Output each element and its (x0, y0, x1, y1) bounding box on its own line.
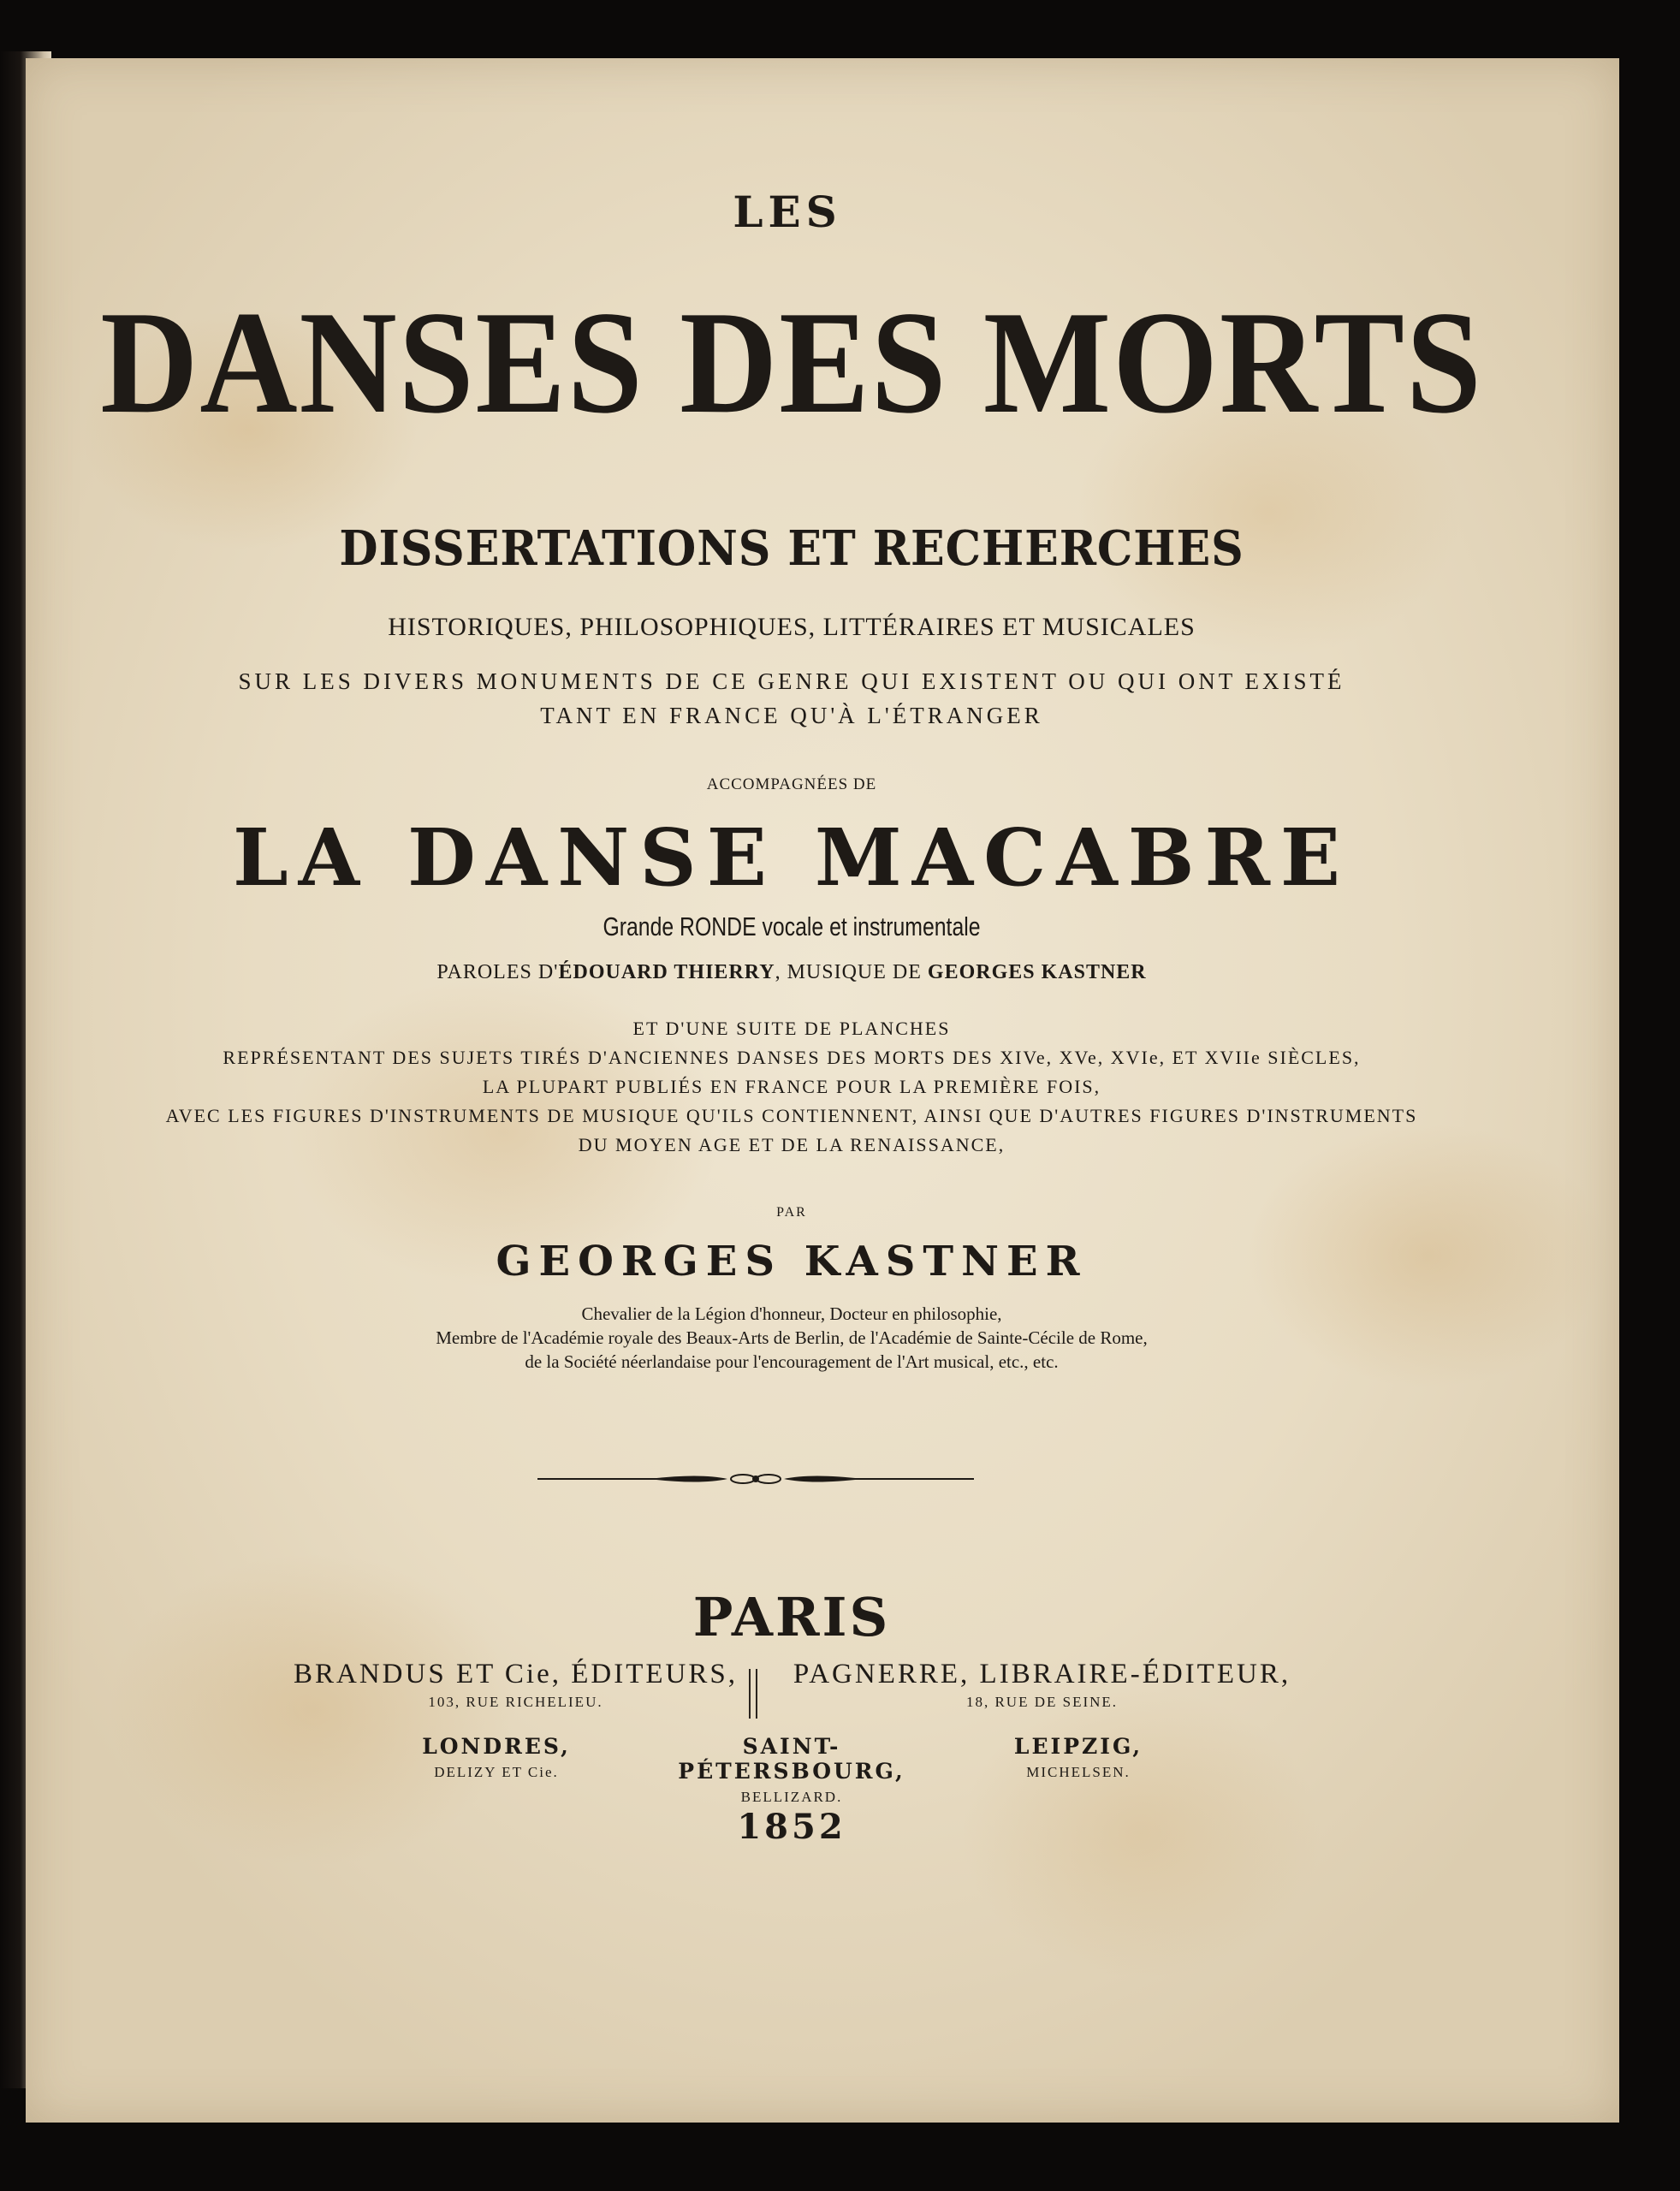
publisher-right-address: 18, RUE DE SEINE. (965, 1694, 1119, 1710)
description-line-2: TANT EN FRANCE QU'À L'ÉTRANGER (540, 703, 1043, 728)
second-title: LA DANSE MACABRE (232, 811, 1351, 904)
publishers (26, 1659, 1619, 1736)
musique-author: GEORGES KASTNER (927, 961, 1147, 983)
author-name: GEORGES KASTNER (496, 1238, 1088, 1286)
subtitle: DISSERTATIONS ET RECHERCHES (339, 520, 1244, 577)
author-credits (26, 1302, 1558, 1374)
publisher-left (261, 1659, 770, 1711)
distribution-cities (26, 1734, 1619, 1805)
plates-line: LA PLUPART PUBLIÉS EN FRANCE POUR LA PREMIÈRE FOIS, (482, 1076, 1101, 1097)
paroles-prefix: PAROLES D' (436, 961, 559, 983)
publisher-divider (749, 1669, 757, 1719)
credit-line: Membre de l'Académie royale des Beaux-Arts de Berlin, de l'Académie de Sainte-Cécile de Rome, (436, 1327, 1148, 1348)
main-title: DANSES DES MORTS (100, 282, 1483, 444)
publisher-left-name: BRANDUS ET Cie, ÉDITEURS, (294, 1659, 738, 1689)
city-leipzig (950, 1734, 1207, 1781)
publisher-right-name: PAGNERRE, LIBRAIRE-ÉDITEUR, (793, 1659, 1291, 1689)
plates-line: ET D'UNE SUITE DE PLANCHES (632, 1018, 951, 1039)
city-saint-petersburg (629, 1734, 954, 1806)
ronde-line: Grande RONDE vocale et instrumentale (603, 911, 981, 941)
plates-line: AVEC LES FIGURES D'INSTRUMENTS DE MUSIQUE QU'ILS CONTIENNENT, AINSI QUE D'AUTRES FIGURES D'INSTRUMENTS (165, 1105, 1418, 1126)
plates-line: REPRÉSENTANT DES SUJETS TIRÉS D'ANCIENNES DANSES DES MORTS DES XIVe, XVe, XVIe, ET XVIIe SIÈCLES, (223, 1047, 1361, 1068)
publisher-right (787, 1659, 1297, 1711)
title-les: LES (733, 187, 842, 237)
city-name: SAINT-PÉTERSBOURG, (678, 1734, 905, 1784)
city-agent: DELIZY ET Cie. (434, 1764, 559, 1780)
city-name: LEIPZIG, (1013, 1734, 1143, 1759)
publication-year: 1852 (737, 1807, 846, 1847)
description-line-1: SUR LES DIVERS MONUMENTS DE CE GENRE QUI EXISTENT OU QUI ONT EXISTÉ (238, 668, 1345, 694)
plates-line: DU MOYEN AGE ET DE LA RENAISSANCE, (578, 1134, 1006, 1155)
ornament-rule (537, 1466, 974, 1492)
paroles-author: ÉDOUARD THIERRY (558, 961, 775, 983)
title-page (26, 58, 1619, 2123)
city-london (368, 1734, 625, 1781)
musique-prefix: , MUSIQUE DE (775, 961, 928, 983)
par-label: PAR (776, 1205, 807, 1220)
subtitle-2: HISTORIQUES, PHILOSOPHIQUES, LITTÉRAIRES ET MUSICALES (388, 613, 1196, 641)
city-agent: MICHELSEN. (1026, 1764, 1131, 1780)
paroles-line (26, 961, 1558, 984)
credit-line: Chevalier de la Légion d'honneur, Docteur en philosophie, (581, 1303, 1002, 1324)
publisher-left-address: 103, RUE RICHELIEU. (428, 1694, 603, 1710)
credit-line: de la Société néerlandaise pour l'encouragement de l'Art musical, etc., etc. (525, 1351, 1059, 1372)
accompagnees-label: ACCOMPAGNÉES DE (706, 775, 877, 793)
plates-description (26, 1014, 1558, 1160)
title-page-content (26, 58, 1619, 2123)
imprint-city: PARIS (692, 1586, 891, 1648)
city-name: LONDRES, (422, 1734, 571, 1759)
city-agent: BELLIZARD. (740, 1789, 843, 1805)
